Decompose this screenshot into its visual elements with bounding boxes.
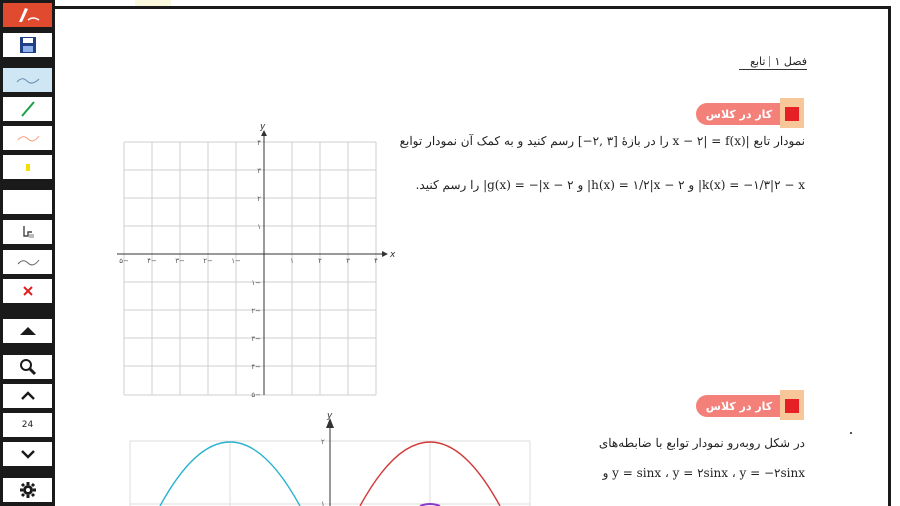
y-tick: ۵−	[251, 391, 261, 399]
peach-pen-icon	[15, 131, 41, 145]
pen-thin-button[interactable]	[3, 68, 52, 92]
page-number-field[interactable]	[3, 413, 52, 437]
y-tick: ۴−	[251, 363, 261, 371]
eraser-button[interactable]	[3, 220, 52, 244]
pen-logo-icon	[13, 6, 43, 24]
search-icon	[19, 358, 37, 376]
x-tick: ۳	[346, 257, 350, 265]
x-tick: ۲	[318, 257, 322, 265]
chapter-separator	[769, 56, 770, 67]
y-axis-label: y	[327, 411, 333, 421]
pen-wave-icon	[15, 73, 41, 87]
y-tick: ۲	[321, 438, 325, 446]
chevron-up-icon	[20, 391, 36, 401]
x-tick: ۵−	[119, 257, 129, 265]
page-down-button[interactable]	[3, 442, 52, 466]
yellow-highlighter-icon	[23, 160, 33, 174]
eraser-icon	[20, 224, 36, 240]
page-up-button[interactable]	[3, 384, 52, 408]
wave-pen-icon	[15, 255, 41, 269]
badge-square-icon	[785, 399, 799, 413]
x-tick: ۱	[290, 257, 294, 265]
highlighter-yellow-button[interactable]	[3, 155, 52, 179]
class-work-badge-1	[696, 98, 804, 128]
collapse-up-button[interactable]	[3, 319, 52, 343]
y-axis-label: y	[260, 122, 266, 132]
question-2-line-1: در شکل روبه‌رو نمودار توابع با ضابطه‌های	[598, 436, 805, 450]
x-tick: ۳−	[175, 257, 185, 265]
x-tick: ۴−	[147, 257, 157, 265]
grid-lines	[124, 142, 376, 395]
x-tick: ۲−	[203, 257, 213, 265]
green-pen-icon	[18, 100, 38, 118]
question-1-line-1: نمودار تابع |x − ۲| = f(x) را در بازهٔ [۳ ,۲−] رسم کنید و به کمک آن نمودار توابع	[399, 134, 805, 148]
left-toolbar	[0, 0, 55, 506]
question-1-line-2: k(x) = −۱/۳|۲ − x| و h(x) = ۱/۲|x − ۲| و g(x) = −|x − ۲| را رسم کنید.	[415, 178, 805, 192]
y-tick: ۳−	[251, 335, 261, 343]
page-right-border	[888, 6, 891, 506]
y-tick: ۱	[321, 500, 325, 506]
page-number: 24	[21, 420, 34, 430]
y-tick: ۲	[257, 195, 261, 203]
document-page	[55, 0, 900, 506]
y-tick: ۱	[257, 223, 261, 231]
coordinate-grid-1	[117, 120, 402, 400]
chevron-down-icon	[20, 449, 36, 459]
badge-label: کار در کلاس	[696, 103, 782, 125]
settings-button[interactable]	[3, 478, 52, 502]
question-2-line-2: y = sinx ، y = ۲sinx ، y = −۲sinx و	[602, 466, 805, 480]
search-button[interactable]	[3, 355, 52, 379]
save-button[interactable]	[3, 33, 52, 57]
sine-graph	[125, 408, 535, 506]
chapter-title: فصل ۱	[774, 54, 807, 68]
blank-button[interactable]	[3, 190, 52, 214]
page-top-border	[55, 6, 888, 9]
gear-icon	[19, 481, 37, 499]
y-tick: ۱−	[251, 279, 261, 287]
wave-pen-button[interactable]	[3, 250, 52, 274]
badge-square-icon	[785, 107, 799, 121]
stray-dot	[850, 432, 852, 434]
y-tick: ۲−	[251, 307, 261, 315]
pen-peach-button[interactable]	[3, 126, 52, 150]
close-button[interactable]	[3, 279, 52, 303]
triangle-up-icon	[19, 326, 37, 336]
x-tick: ۴	[374, 257, 378, 265]
logo-pen-button[interactable]	[3, 3, 52, 27]
chapter-subtitle: تابع	[750, 54, 766, 68]
x-axis-arrow	[382, 251, 388, 257]
x-axis-label: x	[390, 250, 396, 260]
y-tick: ۳	[257, 167, 261, 175]
class-work-badge-2	[696, 390, 804, 420]
y-tick: ۴	[257, 139, 261, 147]
chapter-header	[739, 53, 807, 70]
save-icon	[19, 36, 37, 54]
x-tick: ۱−	[231, 257, 241, 265]
pen-green-button[interactable]	[3, 97, 52, 121]
badge-label: کار در کلاس	[696, 395, 782, 417]
close-icon	[22, 285, 34, 297]
